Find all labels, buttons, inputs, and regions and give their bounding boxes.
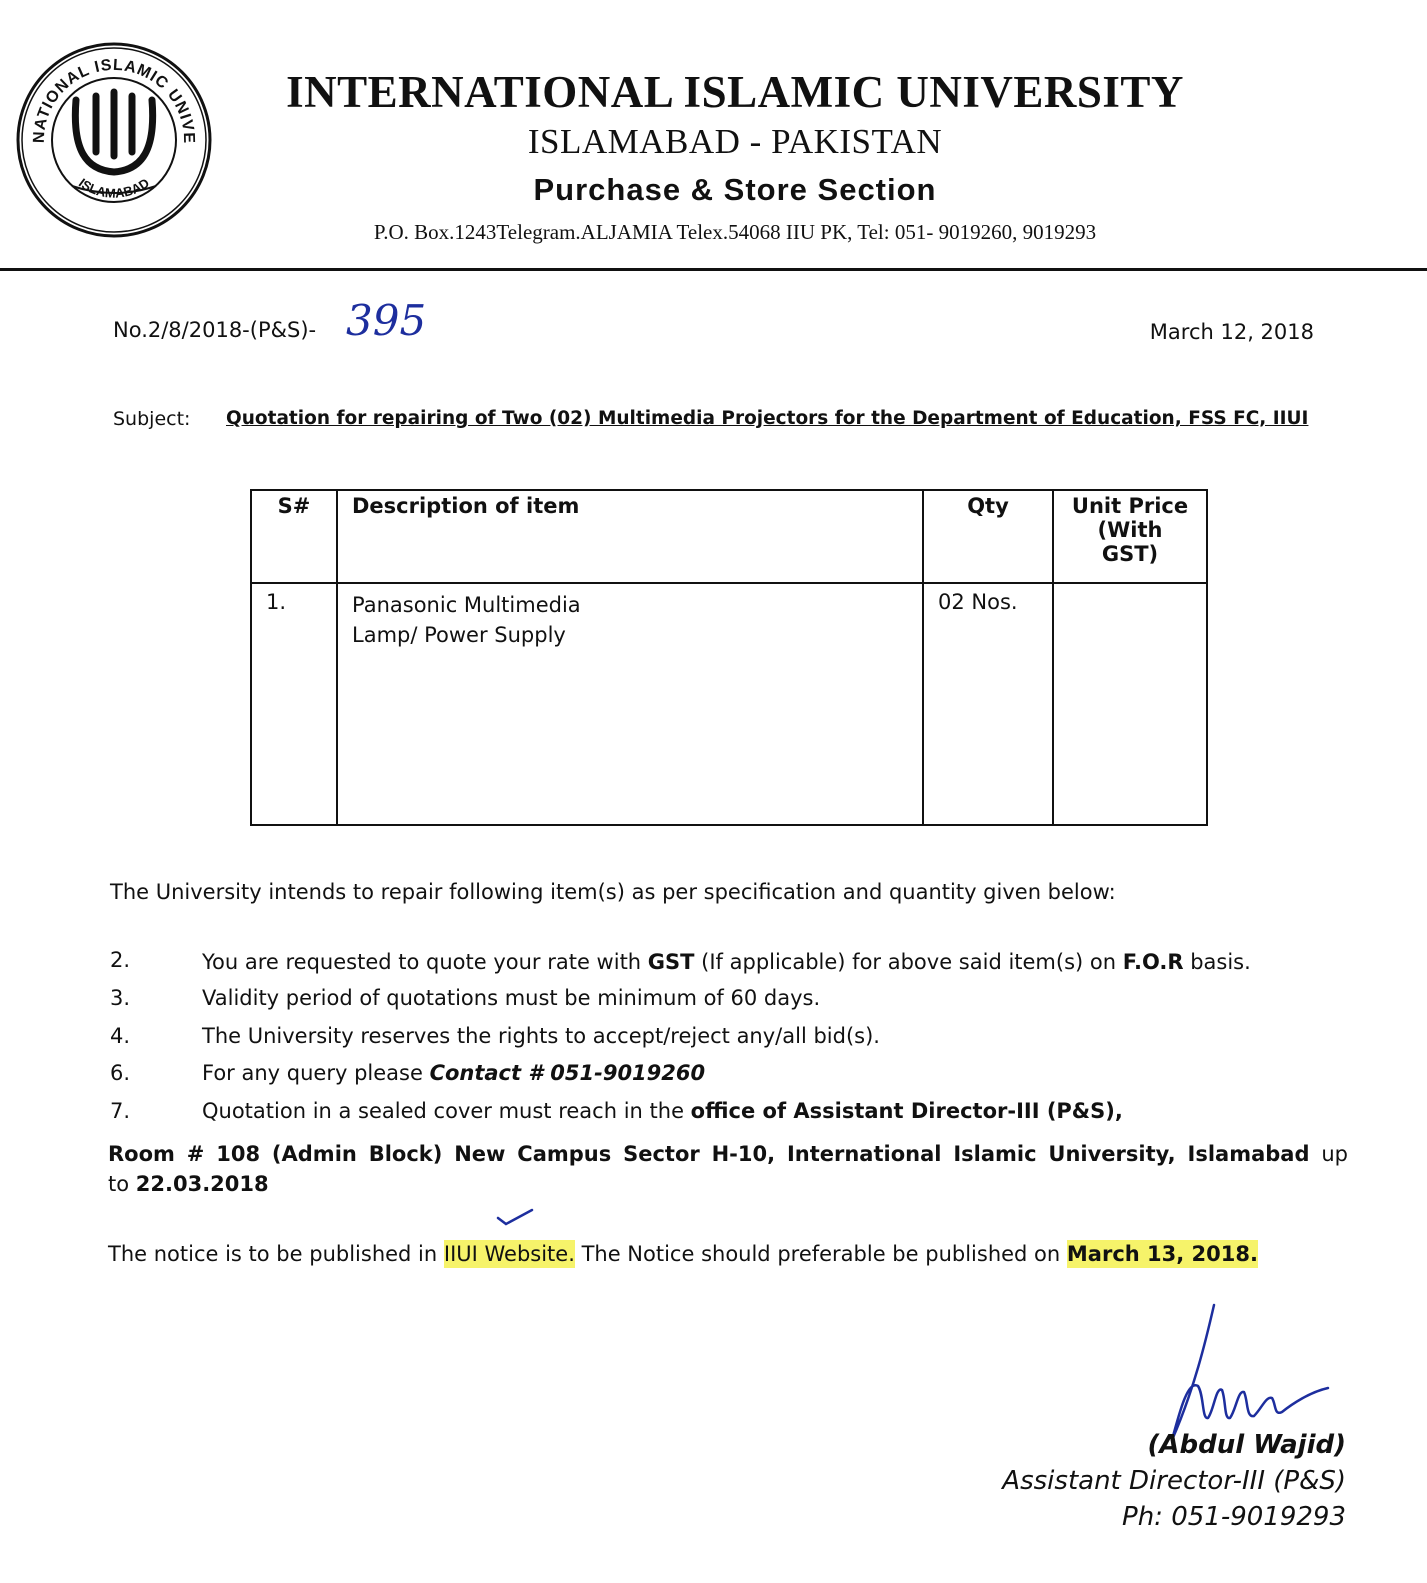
point-text [202, 1099, 1123, 1123]
university-name: INTERNATIONAL ISLAMIC UNIVERSITY [286, 67, 1184, 117]
seal-icon [14, 40, 214, 240]
section-name: Purchase & Store Section [533, 172, 937, 207]
header-unit-price [1053, 490, 1207, 583]
contact-line: P.O. Box.1243Telegram.ALJAMIA Telex.54068 IIU PK, Tel: 051- 9019260, 9019293 [373, 220, 1097, 244]
signatory-title: Assistant Director-III (P&S) [1002, 1466, 1346, 1496]
point-number: 2. [110, 948, 131, 972]
checkmark-icon [494, 1206, 534, 1228]
table-row [251, 583, 1207, 825]
notice-website-highlight: IIUI Website. [443, 1242, 575, 1266]
row-description-line-1: Panasonic Multimedia [352, 593, 581, 617]
svg-text:INTERNATIONAL ISLAMIC UNIVERSI [14, 40, 197, 144]
university-location: ISLAMABAD - PAKISTAN [527, 122, 943, 161]
signatory-phone: Ph: 051-9019293 [1122, 1502, 1346, 1532]
header-description: Description of item [337, 490, 923, 583]
notice-text: The Notice should preferable be published on [574, 1242, 1067, 1266]
header-sn: S# [251, 490, 337, 583]
point-number: 3. [110, 986, 131, 1010]
items-table [250, 489, 1208, 826]
row-description [337, 583, 923, 825]
deadline-prefix: to [108, 1172, 136, 1196]
signatory-name: (Abdul Wajid) [1147, 1430, 1346, 1460]
row-description-line-2: Lamp/ Power Supply [352, 623, 566, 647]
address-text: Room # 108 (Admin Block) New Campus Sector H-10, International Islamic University, Islamabad [108, 1142, 1310, 1166]
notice-date-highlight: March 13, 2018. [1066, 1242, 1258, 1266]
publication-notice [108, 1242, 1258, 1266]
header-unit-price-line-1: Unit Price [1071, 494, 1189, 518]
point-text-part: basis. [1183, 950, 1251, 974]
header-divider [0, 268, 1427, 271]
point-number: 4. [110, 1024, 131, 1048]
point-text-part: (If applicable) for above said item(s) on [694, 950, 1123, 974]
contact-number: Contact # 051-9019260 [429, 1061, 706, 1085]
header-unit-price-line-2: (With [1097, 518, 1163, 542]
subject-label: Subject: [113, 408, 191, 430]
point-text-bold: GST [647, 950, 695, 974]
table-header-row [251, 490, 1207, 583]
point-text: Validity period of quotations must be minimum of 60 days. [202, 986, 821, 1010]
header-qty: Qty [923, 490, 1053, 583]
deadline-date: 22.03.2018 [135, 1172, 269, 1196]
university-seal-logo [14, 40, 214, 240]
reference-handwritten-number: 395 [346, 296, 427, 345]
seal-ring-text: NATIONAL ISLAMIC UNIVE [30, 56, 198, 145]
seal-bottom-text: ISLAMABAD [76, 175, 152, 201]
point-text-part: You are requested to quote your rate with [202, 950, 648, 974]
header-unit-price-line-3: GST) [1101, 542, 1159, 566]
handwritten-signature-icon [1150, 1300, 1350, 1450]
point-text [202, 950, 1251, 974]
subject-text: Quotation for repairing of Two (02) Multimedia Projectors for the Department of Education, FSS FC, IIUI [226, 408, 1309, 429]
point-text-part: Quotation in a sealed cover must reach in the [202, 1099, 691, 1123]
point-text-bold: F.O.R [1122, 950, 1184, 974]
notice-text: The notice is to be published in [108, 1242, 444, 1266]
address-tail: up [1321, 1142, 1349, 1166]
row-sn: 1. [251, 583, 337, 825]
point-number: 6. [110, 1061, 131, 1085]
point-text-part: For any query please [202, 1061, 430, 1085]
row-qty: 02 Nos. [923, 583, 1053, 825]
row-unit-price [1053, 583, 1207, 825]
submission-deadline [108, 1172, 269, 1196]
point-text-bold: office of Assistant Director-III (P&S), [690, 1099, 1123, 1123]
point-text: The University reserves the rights to accept/reject any/all bid(s). [202, 1024, 880, 1048]
point-text [202, 1061, 705, 1085]
submission-address [108, 1136, 1348, 1172]
point-number: 7. [110, 1099, 131, 1123]
reference-number: No.2/8/2018-(P&S)- [113, 318, 317, 342]
intro-paragraph: The University intends to repair following item(s) as per specification and quantity given below: [110, 880, 1116, 904]
letter-date: March 12, 2018 [1149, 320, 1314, 344]
